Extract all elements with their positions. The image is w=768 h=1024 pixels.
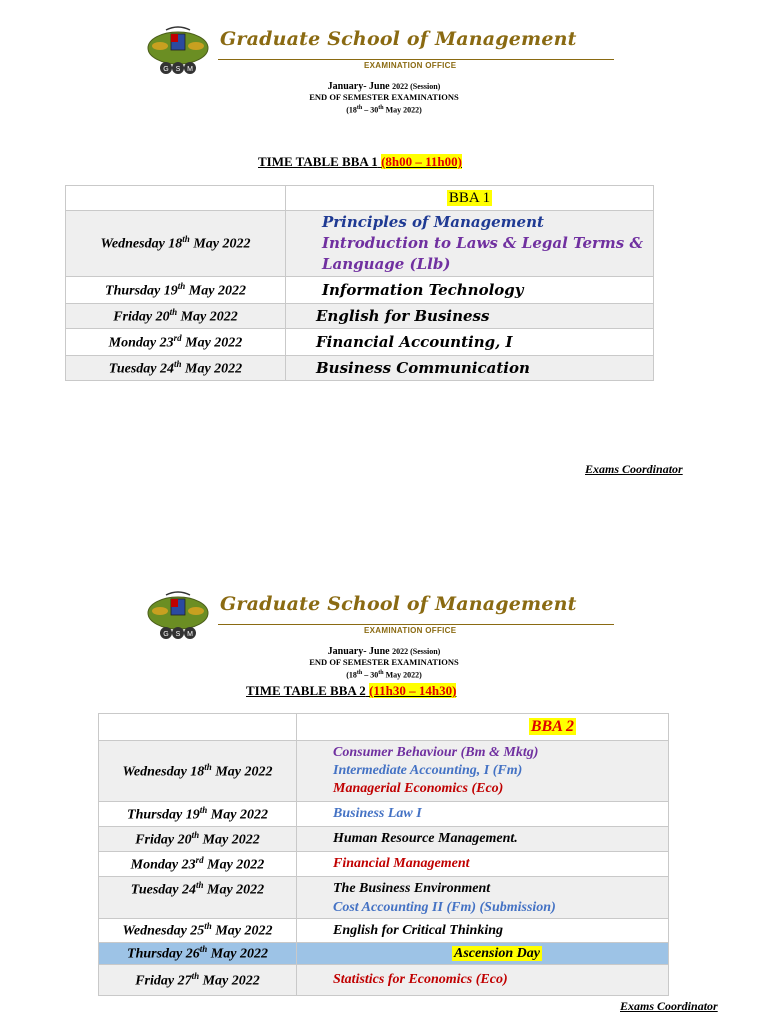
header-rule [218,59,614,60]
subject: Business Law I [297,802,669,827]
office-name: EXAMINATION OFFICE [364,626,457,635]
bba1-column-header: BBA 1 [286,186,654,211]
subject: Principles of Management [322,213,544,231]
table-row [99,827,669,852]
session-year: 2022 (Session) [392,82,441,91]
subject: Statistics for Economics (Eco) [297,965,669,996]
table-row [99,741,669,802]
header-1 [140,22,620,82]
table-header-row [66,186,654,211]
bba2-column-header: BBA 2 [297,714,669,741]
subject: Cost Accounting II (Fm) (Submission) [333,899,556,915]
subject: Information Technology [286,277,654,304]
svg-text:M: M [187,66,193,73]
svg-text:M: M [187,631,193,638]
subject: English for Business [286,304,654,329]
exam-date: Monday 23rd May 2022 [66,329,286,356]
exam-date-range: (18th – 30th May 2022) [346,670,422,680]
table-row [66,277,654,304]
session-info-1 [0,81,768,116]
subject: Managerial Economics (Eco) [333,781,504,796]
table-row [66,356,654,381]
table-row [99,877,669,919]
exam-title: END OF SEMESTER EXAMINATIONS [309,657,459,667]
subject: English for Critical Thinking [297,919,669,943]
subject: Business Communication [286,356,654,381]
bba2-timetable [98,713,669,996]
exam-date: Friday 20th May 2022 [99,827,297,852]
bba1-time: (8h00 – 11h00) [381,154,462,169]
header-2 [140,587,620,647]
exam-date: Monday 23rd May 2022 [99,852,297,877]
svg-text:G: G [163,66,169,73]
table-row [99,965,669,996]
subject: Financial Accounting, I [286,329,654,356]
table-row [99,919,669,943]
svg-text:G: G [163,631,169,638]
office-name: EXAMINATION OFFICE [364,61,457,70]
subject-cell [297,741,669,802]
exam-date: Tuesday 24th May 2022 [66,356,286,381]
table-row [99,802,669,827]
subject-cell [297,877,669,919]
exam-date: Wednesday 18th May 2022 [99,741,297,802]
exam-date-range: (18th – 30th May 2022) [346,105,422,115]
svg-text:S: S [175,631,181,638]
exams-coordinator-1: Exams Coordinator [585,462,683,476]
bba1-timetable [65,185,654,381]
bba1-title: TIME TABLE BBA 1 (8h00 – 11h00) [258,154,462,169]
table-row-holiday [99,943,669,965]
table-row [99,852,669,877]
exam-date: Friday 20th May 2022 [66,304,286,329]
svg-text:S: S [175,66,181,73]
table-row [66,211,654,277]
subject-cell [286,211,654,277]
exam-date: Wednesday 25th May 2022 [99,919,297,943]
exam-date: Friday 27th May 2022 [99,965,297,996]
table-row [66,329,654,356]
subject: Financial Management [297,852,669,877]
session-info-2 [0,646,768,681]
school-logo [140,587,216,643]
subject: Intermediate Accounting, I (Fm) [333,763,523,778]
exam-date: Wednesday 18th May 2022 [66,211,286,277]
subject: Consumer Behaviour (Bm & Mktg) [333,745,539,760]
exam-title: END OF SEMESTER EXAMINATIONS [309,92,459,102]
header-rule [218,624,614,625]
school-name: Graduate School of Management [220,593,577,615]
session-month: January- June [327,646,390,657]
bba2-time: (11h30 – 14h30) [369,683,457,698]
table-header-row [99,714,669,741]
exam-date: Thursday 19th May 2022 [66,277,286,304]
school-logo [140,22,216,78]
exams-coordinator-2: Exams Coordinator [620,999,718,1013]
subject: The Business Environment [333,880,491,896]
exam-date: Tuesday 24th May 2022 [99,877,297,919]
session-year: 2022 (Session) [392,647,441,656]
school-name: Graduate School of Management [220,28,577,50]
holiday-label: Ascension Day [297,943,669,965]
exam-date: Thursday 19th May 2022 [99,802,297,827]
subject: Introduction to Laws & Legal Terms & Language (Llb) [322,234,643,273]
subject: Human Resource Management. [297,827,669,852]
table-row [66,304,654,329]
exam-date: Thursday 26th May 2022 [99,943,297,965]
session-month: January- June [327,81,390,92]
bba2-title: TIME TABLE BBA 2 (11h30 – 14h30) [246,683,457,698]
